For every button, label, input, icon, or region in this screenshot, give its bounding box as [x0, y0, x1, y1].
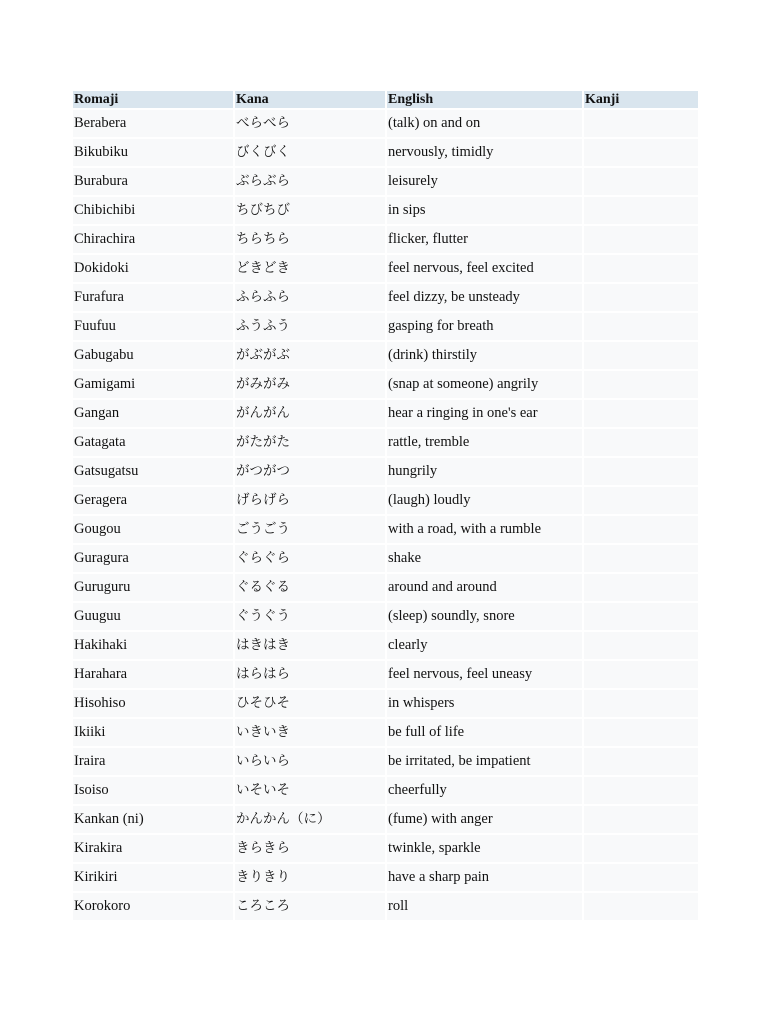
cell-kanji: [584, 226, 698, 253]
cell-kanji: [584, 110, 698, 137]
cell-english: in sips: [387, 197, 582, 224]
cell-kanji: [584, 632, 698, 659]
cell-romaji: Bikubiku: [73, 139, 233, 166]
table-row: [73, 487, 698, 514]
cell-romaji: Hakihaki: [73, 632, 233, 659]
table-row: [73, 835, 698, 862]
cell-english: (laugh) loudly: [387, 487, 582, 514]
cell-romaji: Dokidoki: [73, 255, 233, 282]
cell-kana: がつがつ: [235, 458, 385, 485]
cell-romaji: Burabura: [73, 168, 233, 195]
cell-romaji: Chibichibi: [73, 197, 233, 224]
header-romaji: Romaji: [73, 91, 233, 108]
table-row: [73, 603, 698, 630]
cell-kanji: [584, 429, 698, 456]
cell-english: (drink) thirstily: [387, 342, 582, 369]
header-kanji: Kanji: [584, 91, 698, 108]
cell-kanji: [584, 255, 698, 282]
table-row: [73, 574, 698, 601]
cell-kana: いらいら: [235, 748, 385, 775]
cell-kana: がんがん: [235, 400, 385, 427]
cell-kana: ころころ: [235, 893, 385, 920]
cell-kana: かんかん（に）: [235, 806, 385, 833]
table-row: [73, 864, 698, 891]
cell-kana: ごうごう: [235, 516, 385, 543]
cell-english: gasping for breath: [387, 313, 582, 340]
cell-kanji: [584, 545, 698, 572]
cell-english: (snap at someone) angrily: [387, 371, 582, 398]
cell-kanji: [584, 777, 698, 804]
cell-english: clearly: [387, 632, 582, 659]
cell-english: feel nervous, feel uneasy: [387, 661, 582, 688]
cell-kana: ふらふら: [235, 284, 385, 311]
cell-kana: いそいそ: [235, 777, 385, 804]
table-row: [73, 110, 698, 137]
cell-romaji: Berabera: [73, 110, 233, 137]
cell-romaji: Isoiso: [73, 777, 233, 804]
cell-kanji: [584, 487, 698, 514]
cell-english: rattle, tremble: [387, 429, 582, 456]
table-row: [73, 748, 698, 775]
cell-english: (sleep) soundly, snore: [387, 603, 582, 630]
cell-kana: ひそひそ: [235, 690, 385, 717]
cell-english: hear a ringing in one's ear: [387, 400, 582, 427]
cell-kanji: [584, 313, 698, 340]
cell-kana: ぐらぐら: [235, 545, 385, 572]
cell-kana: ちらちら: [235, 226, 385, 253]
table-row: [73, 284, 698, 311]
table-row: [73, 168, 698, 195]
cell-english: in whispers: [387, 690, 582, 717]
header-row: [73, 91, 698, 108]
cell-kanji: [584, 371, 698, 398]
table-row: [73, 371, 698, 398]
cell-kanji: [584, 806, 698, 833]
cell-kana: ちびちび: [235, 197, 385, 224]
cell-kanji: [584, 864, 698, 891]
cell-english: have a sharp pain: [387, 864, 582, 891]
cell-kanji: [584, 342, 698, 369]
cell-kana: ぶらぶら: [235, 168, 385, 195]
table-row: [73, 545, 698, 572]
table-row: [73, 719, 698, 746]
cell-romaji: Guruguru: [73, 574, 233, 601]
cell-romaji: Kirikiri: [73, 864, 233, 891]
cell-kana: げらげら: [235, 487, 385, 514]
cell-romaji: Kankan (ni): [73, 806, 233, 833]
cell-romaji: Guragura: [73, 545, 233, 572]
cell-kana: ぐるぐる: [235, 574, 385, 601]
table-row: [73, 777, 698, 804]
cell-english: be irritated, be impatient: [387, 748, 582, 775]
cell-kana: はらはら: [235, 661, 385, 688]
cell-romaji: Gamigami: [73, 371, 233, 398]
table-row: [73, 632, 698, 659]
cell-kanji: [584, 284, 698, 311]
cell-kanji: [584, 516, 698, 543]
cell-romaji: Fuufuu: [73, 313, 233, 340]
cell-kana: がぶがぶ: [235, 342, 385, 369]
table-row: [73, 661, 698, 688]
cell-english: shake: [387, 545, 582, 572]
cell-english: around and around: [387, 574, 582, 601]
table-row: [73, 313, 698, 340]
cell-english: flicker, flutter: [387, 226, 582, 253]
cell-romaji: Korokoro: [73, 893, 233, 920]
cell-kana: きらきら: [235, 835, 385, 862]
cell-romaji: Harahara: [73, 661, 233, 688]
cell-kanji: [584, 603, 698, 630]
cell-english: feel dizzy, be unsteady: [387, 284, 582, 311]
table-body: [73, 110, 698, 920]
cell-english: be full of life: [387, 719, 582, 746]
cell-romaji: Gatagata: [73, 429, 233, 456]
table-row: [73, 342, 698, 369]
table-row: [73, 458, 698, 485]
cell-english: leisurely: [387, 168, 582, 195]
cell-kana: がみがみ: [235, 371, 385, 398]
cell-kanji: [584, 168, 698, 195]
cell-romaji: Chirachira: [73, 226, 233, 253]
table-row: [73, 806, 698, 833]
cell-romaji: Ikiiki: [73, 719, 233, 746]
cell-romaji: Gabugabu: [73, 342, 233, 369]
cell-english: roll: [387, 893, 582, 920]
cell-kanji: [584, 661, 698, 688]
cell-english: feel nervous, feel excited: [387, 255, 582, 282]
cell-kanji: [584, 719, 698, 746]
table-row: [73, 255, 698, 282]
cell-kana: ぐうぐう: [235, 603, 385, 630]
cell-romaji: Gangan: [73, 400, 233, 427]
cell-romaji: Guuguu: [73, 603, 233, 630]
cell-romaji: Hisohiso: [73, 690, 233, 717]
cell-kanji: [584, 893, 698, 920]
table-row: [73, 400, 698, 427]
cell-english: with a road, with a rumble: [387, 516, 582, 543]
cell-english: (fume) with anger: [387, 806, 582, 833]
cell-kanji: [584, 458, 698, 485]
cell-kanji: [584, 835, 698, 862]
cell-romaji: Gougou: [73, 516, 233, 543]
cell-kana: どきどき: [235, 255, 385, 282]
table-row: [73, 690, 698, 717]
cell-romaji: Kirakira: [73, 835, 233, 862]
cell-english: cheerfully: [387, 777, 582, 804]
cell-romaji: Geragera: [73, 487, 233, 514]
cell-kanji: [584, 574, 698, 601]
header-english: English: [387, 91, 582, 108]
cell-kana: いきいき: [235, 719, 385, 746]
cell-kana: がたがた: [235, 429, 385, 456]
cell-romaji: Gatsugatsu: [73, 458, 233, 485]
cell-kanji: [584, 400, 698, 427]
table-row: [73, 516, 698, 543]
cell-kanji: [584, 197, 698, 224]
table-row: [73, 893, 698, 920]
cell-kana: べらべら: [235, 110, 385, 137]
cell-kanji: [584, 690, 698, 717]
cell-english: nervously, timidly: [387, 139, 582, 166]
cell-romaji: Iraira: [73, 748, 233, 775]
table-header: [73, 91, 698, 108]
table-row: [73, 226, 698, 253]
table-row: [73, 139, 698, 166]
table-row: [73, 429, 698, 456]
table-row: [73, 197, 698, 224]
cell-kanji: [584, 139, 698, 166]
cell-romaji: Furafura: [73, 284, 233, 311]
cell-kana: きりきり: [235, 864, 385, 891]
cell-kanji: [584, 748, 698, 775]
cell-kana: びくびく: [235, 139, 385, 166]
cell-english: (talk) on and on: [387, 110, 582, 137]
cell-kana: ふうふう: [235, 313, 385, 340]
cell-english: hungrily: [387, 458, 582, 485]
cell-kana: はきはき: [235, 632, 385, 659]
onomatopoeia-table: [71, 89, 700, 922]
header-kana: Kana: [235, 91, 385, 108]
cell-english: twinkle, sparkle: [387, 835, 582, 862]
